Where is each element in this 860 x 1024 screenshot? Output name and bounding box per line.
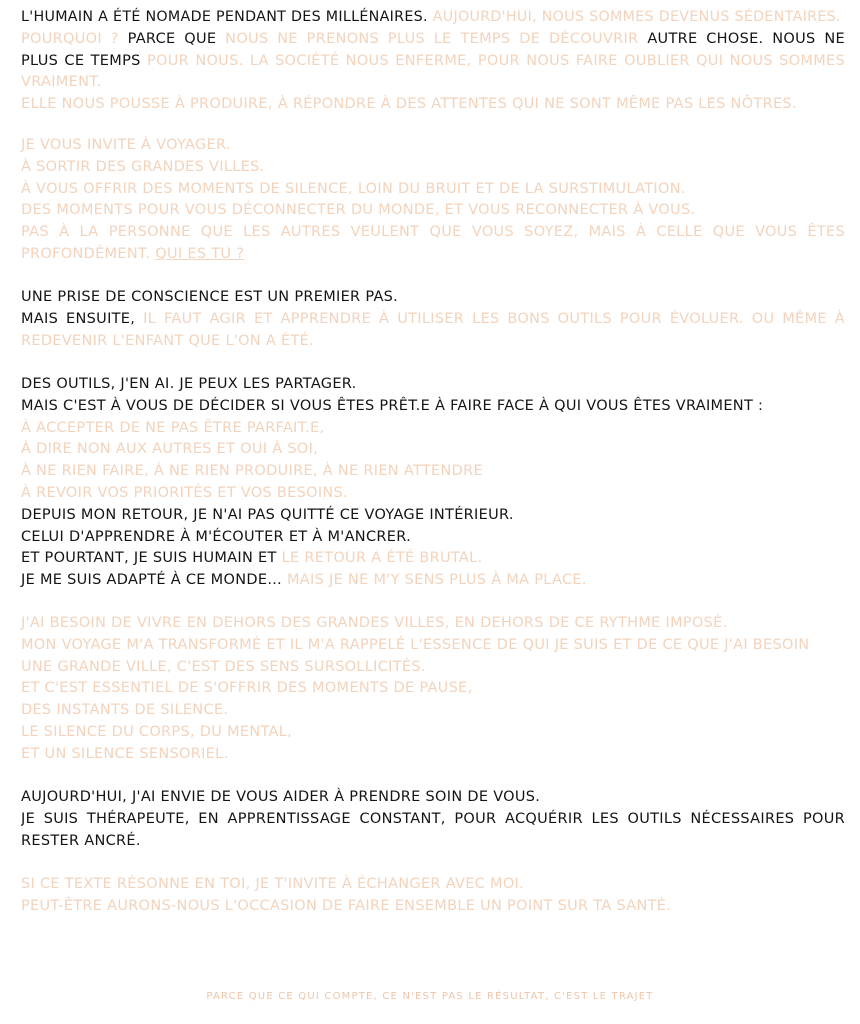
- text-fragment: POURQUOI ?: [21, 30, 119, 47]
- text-line: MON VOYAGE M'A TRANSFORMÉ ET IL M'A RAPPELÉ L'ESSENCE DE QUI JE SUIS ET DE CE QUE J'AI BESOIN: [21, 636, 810, 653]
- text-line: JE SUIS THÉRAPEUTE, EN APPRENTISSAGE CONSTANT, POUR ACQUÉRIR LES OUTILS NÉCESSAIRES POUR: [21, 810, 845, 827]
- text-line: [21, 309, 845, 331]
- text-fragment: PROFONDÉMENT.: [21, 245, 151, 262]
- text-fragment: LE RETOUR A ÉTÉ BRUTAL.: [281, 550, 483, 567]
- text-fragment: ET POURTANT, JE SUIS HUMAIN ET: [21, 550, 277, 567]
- text-fragment: MAIS JE NE M'Y SENS PLUS À MA PLACE.: [287, 572, 587, 589]
- text-fragment: AUJOURD'HUI, NOUS SOMMES DEVENUS SÉDENTAIRES.: [432, 9, 841, 25]
- text-fragment: L'HUMAIN A ÉTÉ NOMADE PENDANT DES MILLÉNAIRES.: [21, 9, 428, 25]
- text-line: PEUT-ÊTRE AURONS-NOUS L'OCCASION DE FAIRE ENSEMBLE UN POINT SUR TA SANTÉ.: [21, 897, 672, 914]
- paragraph-awareness: [21, 287, 845, 352]
- paragraph-nomad: [21, 7, 845, 116]
- text-line: ELLE NOUS POUSSE À PRODUIRE, À RÉPONDRE À DES ATTENTES QUI NE SONT MÊME PAS LES NÔTRES.: [21, 96, 797, 113]
- paragraph-needs: [21, 613, 845, 766]
- text-line: REDEVENIR L'ENFANT QUE L'ON A ÉTÉ.: [21, 332, 315, 349]
- text-line: DES OUTILS, J'EN AI. JE PEUX LES PARTAGER.: [21, 376, 357, 392]
- text-line: PAS À LA PERSONNE QUE LES AUTRES VEULENT QUE VOUS SOYEZ, MAIS À CELLE QUE VOUS ÊTES: [21, 224, 845, 241]
- text-fragment: QUI ES TU ?: [155, 245, 245, 262]
- text-line: J'AI BESOIN DE VIVRE EN DEHORS DES GRANDES VILLES, EN DEHORS DE CE RYTHME IMPOSÉ.: [21, 615, 728, 631]
- paragraph-contact: [21, 874, 845, 918]
- text-line: [21, 570, 845, 592]
- text-line: UNE PRISE DE CONSCIENCE EST UN PREMIER PAS.: [21, 289, 399, 305]
- text-fragment: MAIS ENSUITE,: [21, 310, 136, 327]
- text-fragment: NOUS NE PRENONS PLUS LE TEMPS DE DÉCOUVRIR: [225, 30, 639, 47]
- paragraph-invitation: [21, 135, 845, 266]
- text-line: CELUI D'APPRENDRE À M'ÉCOUTER ET À M'ANCRER.: [21, 528, 411, 545]
- text-line: AUJOURD'HUI, J'AI ENVIE DE VOUS AIDER À PRENDRE SOIN DE VOUS.: [21, 789, 541, 805]
- text-line: ET UN SILENCE SENSORIEL.: [21, 745, 229, 762]
- text-line: SI CE TEXTE RÉSONNE EN TOI, JE T'INVITE À ÉCHANGER AVEC MOI.: [21, 876, 525, 892]
- text-line: [21, 244, 845, 266]
- text-line: À SORTIR DES GRANDES VILLES.: [21, 158, 265, 175]
- text-line: [21, 7, 845, 29]
- text-line: JE VOUS INVITE À VOYAGER.: [21, 137, 231, 153]
- text-line: UNE GRANDE VILLE, C'EST DES SENS SURSOLLICITÉS.: [21, 658, 426, 675]
- text-line: À NE RIEN FAIRE, À NE RIEN PRODUIRE, À NE RIEN ATTENDRE: [21, 463, 483, 480]
- text-line: À ACCEPTER DE NE PAS ÊTRE PARFAIT.E,: [21, 419, 325, 436]
- text-line: [21, 548, 845, 570]
- text-line: ET C'EST ESSENTIEL DE S'OFFRIR DES MOMENTS DE PAUSE,: [21, 680, 473, 697]
- text-line: VRAIMENT.: [21, 74, 102, 91]
- closing-tagline: PARCE QUE CE QUI COMPTE, CE N'EST PAS LE RÉSULTAT, C'EST LE TRAJET: [206, 991, 654, 1002]
- text-fragment: AUTRE CHOSE. NOUS NE: [647, 30, 845, 47]
- text-line: [21, 29, 845, 51]
- text-line: À DIRE NON AUX AUTRES ET OUI À SOI,: [21, 441, 319, 458]
- text-line: [21, 51, 845, 73]
- text-line: MAIS C'EST À VOUS DE DÉCIDER SI VOUS ÊTES PRÊT.E À FAIRE FACE À QUI VOUS ÊTES VRAIMENT :: [21, 397, 764, 414]
- text-line: DES MOMENTS POUR VOUS DÉCONNECTER DU MONDE, ET VOUS RECONNECTER À VOUS.: [21, 202, 696, 219]
- text-fragment: PARCE QUE: [127, 30, 217, 47]
- text-line: DEPUIS MON RETOUR, JE N'AI PAS QUITTÉ CE VOYAGE INTÉRIEUR.: [21, 506, 514, 523]
- text-line: DES INSTANTS DE SILENCE.: [21, 702, 229, 719]
- paragraph-tools: [21, 374, 845, 592]
- text-fragment: POUR NOUS. LA SOCIÉTÉ NOUS ENFERME, POUR NOUS FAIRE OUBLIER QUI NOUS SOMMES: [146, 52, 845, 69]
- text-fragment: JE ME SUIS ADAPTÉ À CE MONDE…: [21, 572, 283, 589]
- text-line: RESTER ANCRÉ.: [21, 832, 141, 849]
- text-line: LE SILENCE DU CORPS, DU MENTAL,: [21, 723, 293, 740]
- text-line: À VOUS OFFRIR DES MOMENTS DE SILENCE, LOIN DU BRUIT ET DE LA SURSTIMULATION.: [21, 180, 686, 197]
- paragraph-therapist: [21, 787, 845, 852]
- text-line: À REVOIR VOS PRIORITÉS ET VOS BESOINS.: [21, 484, 348, 501]
- text-fragment: IL FAUT AGIR ET APPRENDRE À UTILISER LES BONS OUTILS POUR ÉVOLUER. OU MÊME À: [143, 310, 845, 327]
- text-fragment: PLUS CE TEMPS: [21, 52, 141, 69]
